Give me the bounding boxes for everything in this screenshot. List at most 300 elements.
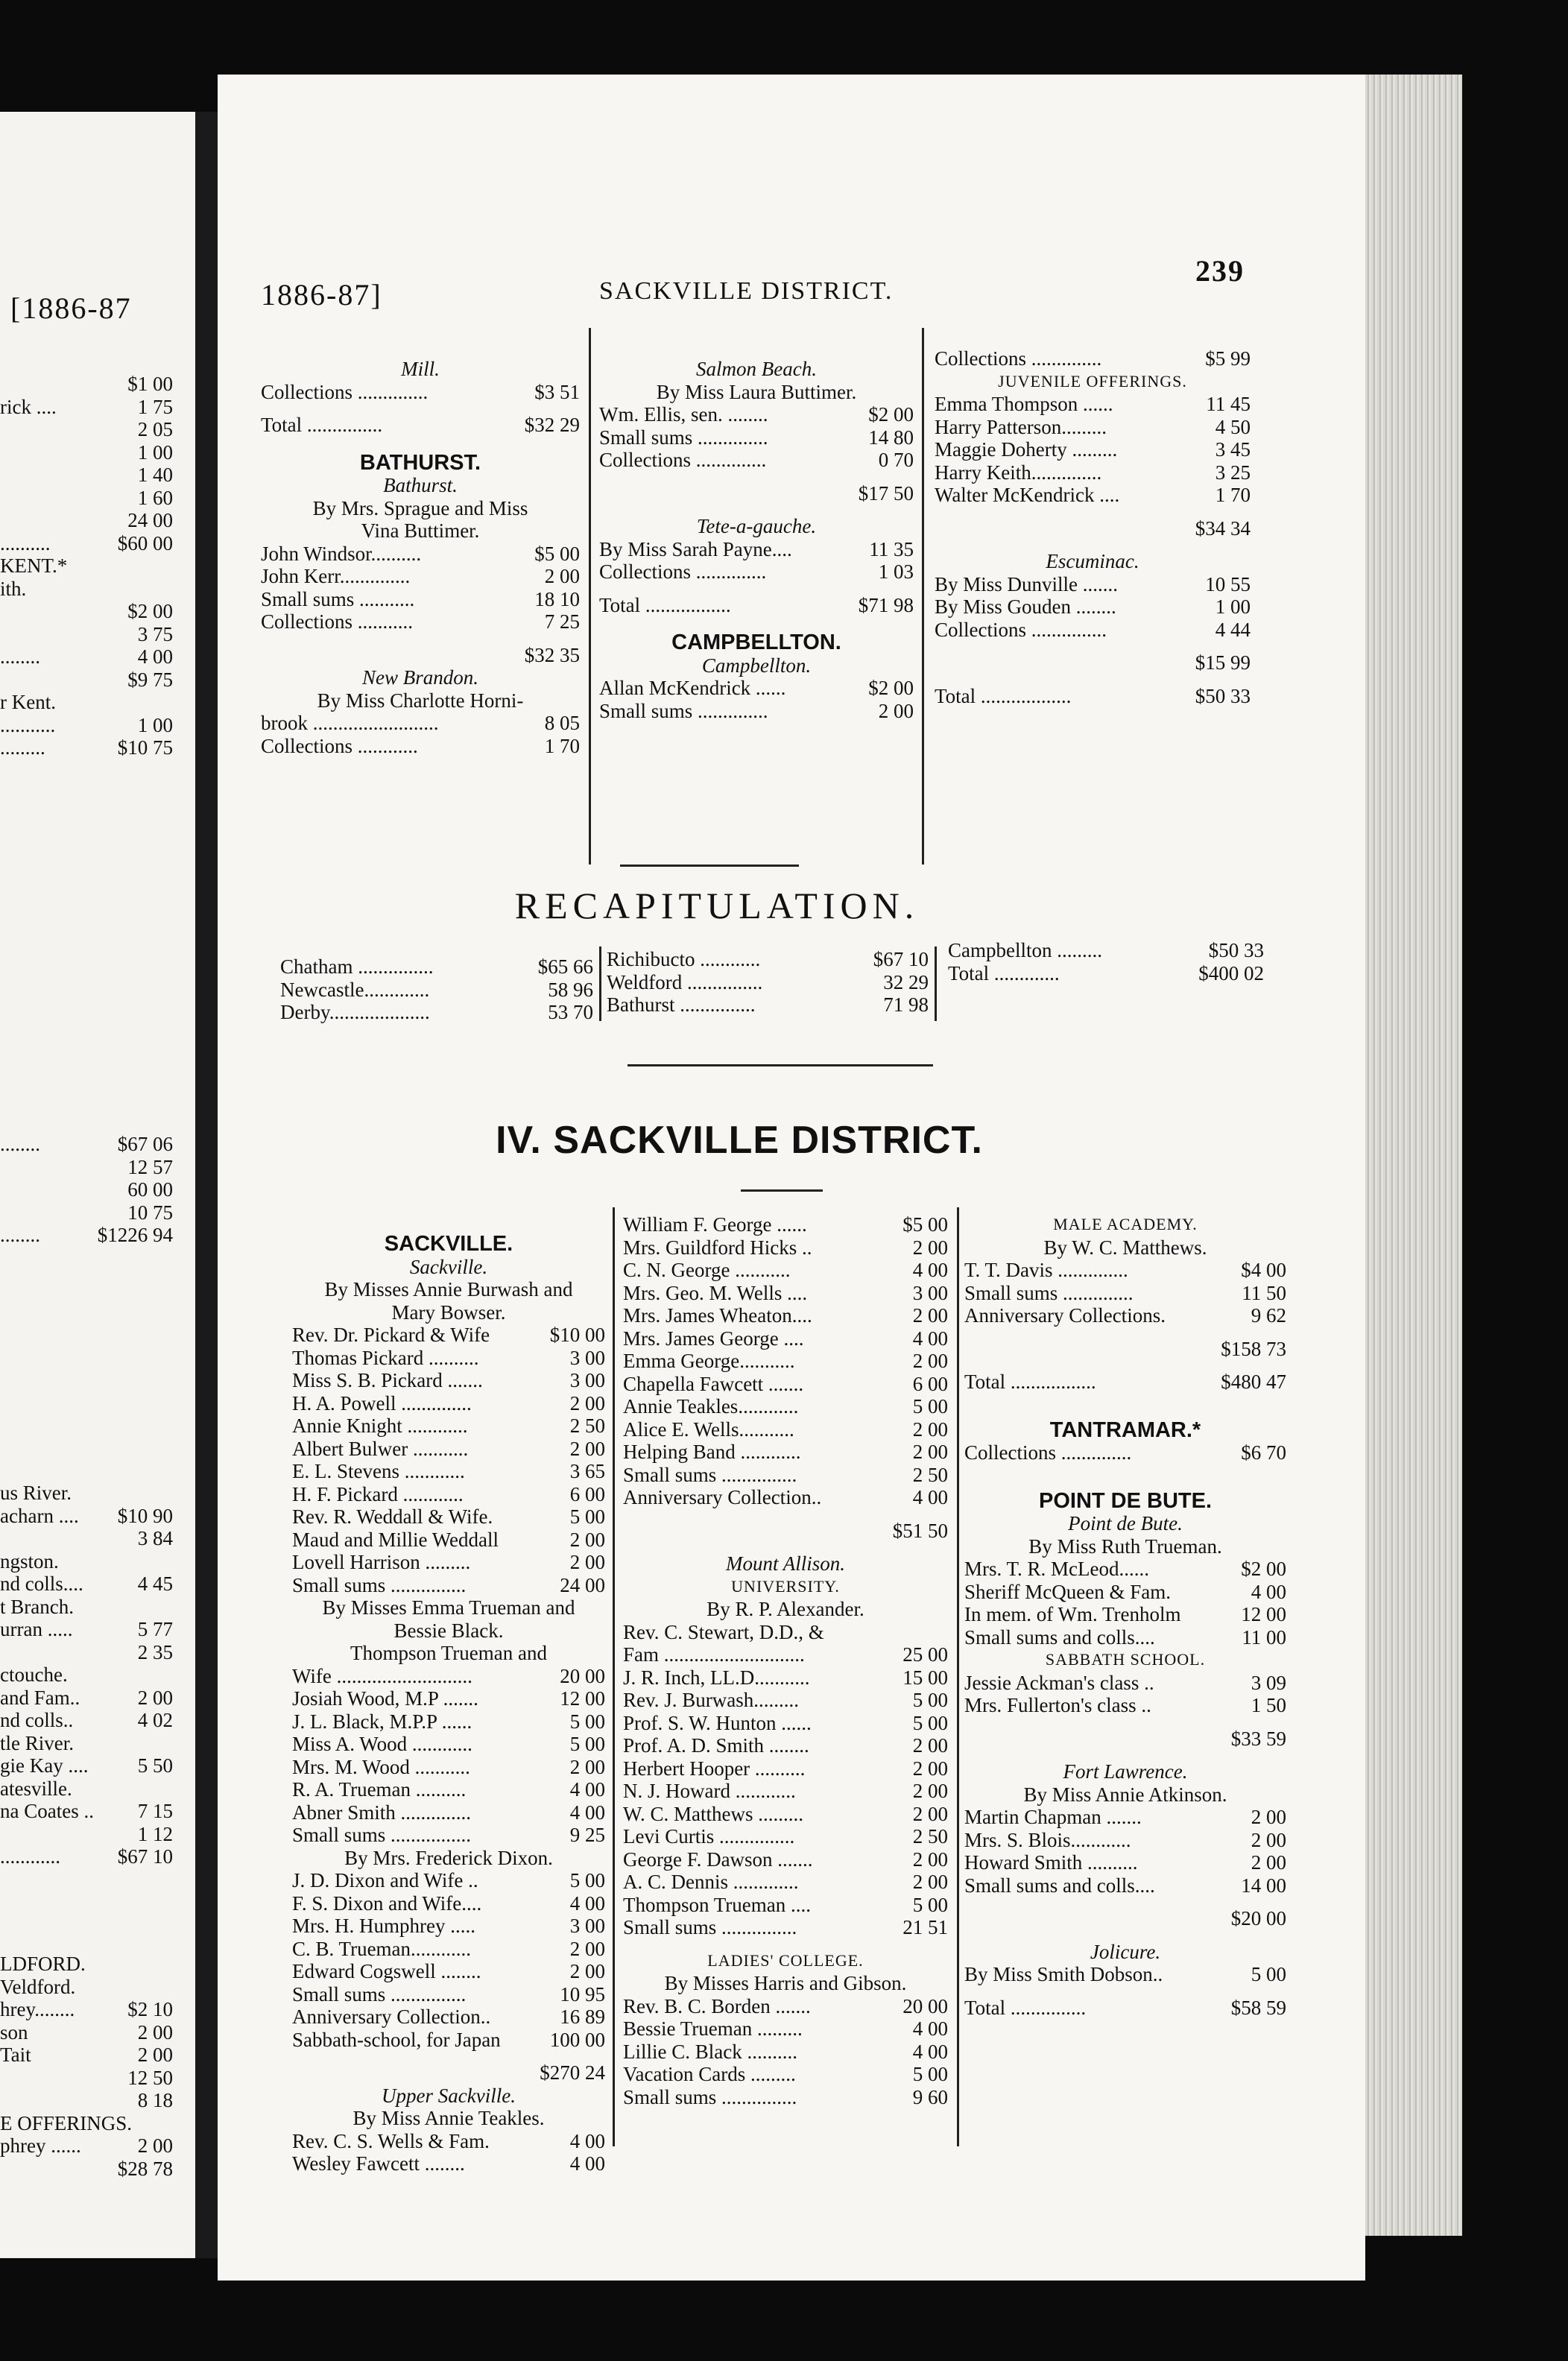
entry-name: Wife ........................... xyxy=(292,1664,472,1687)
entry-row xyxy=(0,441,173,464)
entry-name: Collections ............ xyxy=(261,734,418,757)
entry-amount: 2 00 xyxy=(569,1437,605,1460)
entry-name: Mrs. S. Blois............ xyxy=(964,1828,1131,1851)
entry-name: atesville. xyxy=(0,1777,72,1800)
page-number: 239 xyxy=(1195,254,1245,288)
entry-row xyxy=(623,2041,948,2064)
entry-row xyxy=(0,1800,173,1823)
entry-amount: $20 00 xyxy=(1230,1907,1286,1929)
bottom-column-3 xyxy=(964,1213,1286,2019)
entry-amount: 2 00 xyxy=(912,1441,948,1463)
entry-row xyxy=(0,623,173,646)
entry-name: Miss A. Wood ............ xyxy=(292,1733,472,1755)
entry-row xyxy=(292,2006,605,2029)
entry-row xyxy=(0,1709,173,1732)
entry-amount: 14 80 xyxy=(868,426,914,449)
entry-amount: $3 51 xyxy=(534,380,580,403)
entry-row xyxy=(0,1754,173,1777)
entry-name: Josiah Wood, M.P ....... xyxy=(292,1687,478,1710)
entry-amount: $65 66 xyxy=(537,955,593,978)
entry-name: Small sums ................ xyxy=(292,1824,472,1846)
spacer xyxy=(261,633,580,644)
entry-row xyxy=(292,1710,605,1733)
right-page xyxy=(218,75,1365,2281)
entry-row xyxy=(964,1603,1286,1626)
entry-name: Prof. A. D. Smith ........ xyxy=(623,1734,809,1757)
entry-amount: 4 00 xyxy=(912,2017,948,2040)
entry-amount: 4 00 xyxy=(569,2152,605,2175)
entry-name: ........ xyxy=(0,1133,40,1155)
place-name: Campbellton. xyxy=(701,654,812,677)
circuit-heading: TANTRAMAR.* xyxy=(1049,1417,1201,1442)
entry-name: Weldford ............... xyxy=(607,970,763,993)
entry-row xyxy=(0,1845,173,1868)
entry-row xyxy=(0,1953,173,1976)
spacer xyxy=(964,1750,1286,1760)
entry-amount: 53 70 xyxy=(548,1001,593,1023)
entry-amount: 10 75 xyxy=(127,1201,173,1224)
entry-name: Vacation Cards ......... xyxy=(623,2063,796,2085)
entry-name: Small sums and colls.... xyxy=(964,1625,1155,1649)
entry-amount: 24 00 xyxy=(560,1573,605,1596)
entry-row xyxy=(292,1460,605,1483)
page-edges xyxy=(1365,75,1462,2236)
entry-name: Rev. J. Burwash......... xyxy=(623,1689,799,1711)
entry-name: Thomas Pickard .......... xyxy=(292,1346,479,1369)
entry-name: Small sums ............... xyxy=(292,1982,467,2006)
entry-amount: 4 00 xyxy=(912,2040,948,2063)
spacer xyxy=(964,1464,1286,1475)
entry-name: Small sums ............... xyxy=(292,1573,467,1596)
entry-row xyxy=(948,939,1264,962)
spacer xyxy=(964,1360,1286,1371)
entry-row xyxy=(623,1418,948,1441)
entry-row xyxy=(623,1373,948,1396)
entry-row xyxy=(935,651,1251,674)
entry-row xyxy=(0,1505,173,1528)
spacer xyxy=(964,1717,1286,1728)
entry-row xyxy=(935,517,1251,540)
place-name: Salmon Beach. xyxy=(696,358,817,380)
entry-name: Bessie Trueman ......... xyxy=(623,2017,803,2040)
entry-name: Mrs. T. R. McLeod...... xyxy=(964,1558,1149,1580)
entry-amount: $60 00 xyxy=(117,531,173,554)
entry-name: Maud and Millie Weddall xyxy=(292,1528,499,1551)
section-title: IV. SACKVILLE DISTRICT. xyxy=(496,1119,983,1162)
entry-name: Annie Knight ............ xyxy=(292,1415,468,1437)
place-name: Mount Allison. xyxy=(725,1552,845,1575)
entry-name: .......... xyxy=(0,531,51,554)
entry-row xyxy=(292,1483,605,1506)
entry-amount: 2 00 xyxy=(912,1802,948,1825)
entry-name: C. B. Trueman............ xyxy=(292,1937,472,1960)
entry-amount: 4 00 xyxy=(569,2129,605,2152)
entry-amount: $2 00 xyxy=(868,677,914,699)
entry-row xyxy=(964,1259,1286,1282)
collector-line: By Miss Annie Atkinson. xyxy=(1023,1783,1227,1806)
entry-row xyxy=(599,594,914,617)
column-divider xyxy=(613,1207,615,2146)
entry-name: Collections .............. xyxy=(599,449,767,471)
entry-name: Harry Keith.............. xyxy=(935,461,1102,484)
entry-name: ............ xyxy=(0,1845,60,1868)
entry-row xyxy=(0,509,173,532)
entry-name: ........ xyxy=(0,645,40,668)
entry-amount: 2 00 xyxy=(569,1391,605,1415)
entry-name: Collections ............... xyxy=(935,618,1107,641)
entry-amount: 1 50 xyxy=(1251,1694,1286,1716)
entry-amount: $400 02 xyxy=(1198,961,1264,984)
entry-name: F. S. Dixon and Wife.... xyxy=(292,1891,482,1915)
entry-name: C. N. George ........... xyxy=(623,1259,791,1281)
entry-row xyxy=(623,1689,948,1712)
entry-amount: 11 50 xyxy=(1242,1281,1286,1304)
entry-name: rick .... xyxy=(0,395,57,418)
entry-name: Tait xyxy=(0,2044,31,2066)
entry-row xyxy=(599,482,914,505)
collector-line: By W. C. Matthews. xyxy=(1043,1236,1207,1259)
recapitulation-title: RECAPITULATION. xyxy=(514,885,920,926)
entry-row xyxy=(935,484,1251,507)
entry-row xyxy=(623,1486,948,1509)
entry-amount: 1 75 xyxy=(137,395,173,418)
entry-amount: 4 45 xyxy=(137,1573,173,1595)
entry-row xyxy=(0,2158,173,2181)
entry-amount: 5 00 xyxy=(569,1710,605,1733)
entry-amount: 1 12 xyxy=(137,1822,173,1845)
entry-amount: $50 33 xyxy=(1195,684,1251,707)
entry-row xyxy=(0,1550,173,1573)
entry-name: By Miss Smith Dobson.. xyxy=(964,1963,1163,1985)
entry-row xyxy=(261,381,580,404)
entry-row xyxy=(623,1666,948,1690)
section-label: LADIES' COLLEGE. xyxy=(707,1950,864,1970)
entry-name: tle River. xyxy=(0,1731,74,1754)
entry-amount: 2 00 xyxy=(912,1304,948,1327)
entry-row xyxy=(964,1874,1286,1897)
entry-amount: $32 29 xyxy=(524,414,580,436)
entry-name: Rev. B. C. Borden ....... xyxy=(623,1994,811,2017)
entry-amount: $5 99 xyxy=(1205,347,1251,370)
entry-name: son xyxy=(0,2020,28,2044)
entry-amount: 1 03 xyxy=(878,560,914,583)
entry-row xyxy=(623,2063,948,2086)
entry-amount: 2 50 xyxy=(912,1825,948,1848)
entry-name: Maggie Doherty ......... xyxy=(935,438,1118,461)
entry-row xyxy=(623,1441,948,1464)
entry-name: Harry Patterson......... xyxy=(935,415,1107,438)
entry-row xyxy=(0,1133,173,1156)
entry-row xyxy=(292,1960,605,1983)
entry-amount: 1 00 xyxy=(1215,595,1251,618)
entry-row xyxy=(964,1963,1286,1986)
entry-amount: 21 51 xyxy=(902,1916,948,1938)
entry-name: Collections .............. xyxy=(261,380,429,403)
entry-row xyxy=(292,1574,605,1597)
column-divider xyxy=(599,946,601,1021)
entry-name: phrey ...... xyxy=(0,2134,81,2157)
entry-name: Collections .............. xyxy=(935,347,1102,370)
entry-name: Total .................. xyxy=(935,684,1072,707)
entry-name: Wesley Fawcett ........ xyxy=(292,2152,465,2175)
entry-row xyxy=(292,1369,605,1392)
entry-name: John Windsor.......... xyxy=(261,542,422,565)
spacer xyxy=(964,1986,1286,1997)
entry-amount: 20 00 xyxy=(902,1994,948,2017)
entry-row xyxy=(292,1824,605,1847)
entry-row xyxy=(0,1663,173,1687)
entry-name: Small sums ............... xyxy=(623,2085,797,2108)
entry-amount: $10 00 xyxy=(549,1324,605,1346)
entry-row xyxy=(292,1347,605,1370)
entry-row xyxy=(0,691,173,714)
entry-amount: 3 00 xyxy=(912,1281,948,1304)
entry-name: KENT.* xyxy=(0,554,68,577)
entry-amount: 2 00 xyxy=(912,1417,948,1441)
entry-row xyxy=(292,1938,605,1961)
entry-row xyxy=(0,2112,173,2135)
entry-row xyxy=(964,1304,1286,1327)
entry-name: LDFORD. xyxy=(0,1953,86,1975)
entry-amount: 4 02 xyxy=(137,1709,173,1731)
entry-row xyxy=(0,1687,173,1710)
entry-row xyxy=(292,1392,605,1415)
entry-row xyxy=(623,1350,948,1373)
entry-amount: 71 98 xyxy=(883,993,929,1016)
entry-name: Collections .............. xyxy=(599,560,767,583)
entry-row xyxy=(623,2017,948,2041)
entry-row xyxy=(599,538,914,561)
entry-amount: 9 62 xyxy=(1251,1304,1286,1327)
entry-row xyxy=(280,1001,593,1024)
entry-row xyxy=(261,588,580,611)
entry-amount: 16 89 xyxy=(560,2006,605,2028)
entry-row xyxy=(0,487,173,510)
entry-name: In mem. of Wm. Trenholm xyxy=(964,1603,1181,1625)
entry-name: ......... xyxy=(0,736,45,759)
entry-name: By Miss Dunville ....... xyxy=(935,572,1119,595)
spacer xyxy=(292,2051,605,2061)
entry-amount: 10 55 xyxy=(1205,572,1251,595)
spacer xyxy=(599,472,914,482)
entry-row xyxy=(964,1997,1286,2020)
entry-name: Emma Thompson ...... xyxy=(935,393,1113,415)
entry-amount: $10 90 xyxy=(117,1504,173,1527)
entry-row xyxy=(964,1282,1286,1305)
entry-name: Total ............... xyxy=(261,414,383,436)
entry-row xyxy=(623,1712,948,1735)
entry-amount: 8 18 xyxy=(137,2089,173,2111)
entry-row xyxy=(292,1983,605,2006)
entry-amount: 2 00 xyxy=(569,1755,605,1778)
entry-name: J. R. Inch, LL.D........... xyxy=(623,1666,810,1689)
spacer xyxy=(599,505,914,515)
recap-column-1 xyxy=(280,955,593,1024)
entry-name: Small sums .............. xyxy=(599,426,768,449)
entry-amount: $1 00 xyxy=(127,373,173,395)
entry-amount: $50 33 xyxy=(1208,939,1264,961)
entry-row xyxy=(935,461,1251,484)
entry-amount: $67 10 xyxy=(117,1845,173,1868)
entry-amount: 5 50 xyxy=(137,1754,173,1777)
entry-row xyxy=(623,1825,948,1848)
spacer xyxy=(935,674,1251,685)
circuit-heading: BATHURST. xyxy=(359,450,481,475)
entry-name: Allan McKendrick ...... xyxy=(599,677,786,699)
entry-row xyxy=(261,712,580,735)
entry-amount: 14 00 xyxy=(1241,1874,1286,1897)
entry-amount: $9 75 xyxy=(127,668,173,691)
entry-amount: 9 25 xyxy=(569,1824,605,1846)
section-label: JUVENILE OFFERINGS. xyxy=(998,371,1187,391)
left-column-1 xyxy=(0,373,173,759)
entry-row xyxy=(935,438,1251,461)
entry-row xyxy=(0,714,173,737)
entry-row xyxy=(0,600,173,623)
entry-row xyxy=(0,1178,173,1201)
entry-amount: 3 45 xyxy=(1215,438,1251,461)
entry-row xyxy=(623,1757,948,1780)
entry-row xyxy=(292,1505,605,1529)
entry-row xyxy=(623,1734,948,1757)
collector-line: By Mrs. Sprague and Miss xyxy=(312,496,528,519)
entry-amount: 2 00 xyxy=(1251,1806,1286,1828)
entry-row xyxy=(0,1201,173,1224)
entry-amount: 2 00 xyxy=(912,1848,948,1871)
entry-row xyxy=(0,2021,173,2044)
place-name: Mill. xyxy=(401,358,440,380)
entry-name: Wm. Ellis, sen. ........ xyxy=(599,403,768,426)
left-column-2 xyxy=(0,1133,173,1247)
entry-name: E OFFERINGS. xyxy=(0,2111,133,2134)
entry-row xyxy=(0,669,173,692)
collector-line: By Miss Annie Teakles. xyxy=(353,2107,545,2129)
entry-name: Miss S. B. Pickard ....... xyxy=(292,1369,483,1391)
entry-amount: 4 44 xyxy=(1215,618,1251,641)
entry-amount: $6 70 xyxy=(1241,1441,1286,1464)
entry-amount: 6 00 xyxy=(912,1372,948,1395)
entry-amount: 5 00 xyxy=(912,1711,948,1734)
entry-name: Lovell Harrison ......... xyxy=(292,1551,471,1573)
entry-name: William F. George ...... xyxy=(623,1213,807,1236)
entry-row xyxy=(280,979,593,1002)
spacer xyxy=(935,540,1251,550)
collector-line: By Misses Annie Burwash and xyxy=(324,1278,573,1300)
entry-name: ctouche. xyxy=(0,1663,68,1686)
entry-name: By Miss Gouden ........ xyxy=(935,595,1116,618)
entry-amount: 5 00 xyxy=(912,1689,948,1711)
entry-name: Anniversary Collections. xyxy=(964,1304,1166,1327)
entry-name: nd colls.... xyxy=(0,1573,83,1595)
entry-amount: $17 50 xyxy=(858,481,914,505)
entry-name: nd colls.. xyxy=(0,1709,74,1731)
entry-row xyxy=(623,1304,948,1327)
entry-amount: 9 60 xyxy=(912,2085,948,2108)
entry-name: Mrs. James Wheaton.... xyxy=(623,1304,812,1327)
spacer xyxy=(261,403,580,414)
entry-amount: $15 99 xyxy=(1195,651,1251,674)
entry-row xyxy=(292,1438,605,1461)
entry-amount: 2 00 xyxy=(137,2020,173,2044)
circuit-heading: POINT DE BUTE. xyxy=(1038,1488,1212,1513)
entry-amount: 20 00 xyxy=(560,1664,605,1687)
entry-amount: 3 00 xyxy=(569,1346,605,1369)
entry-amount: 32 29 xyxy=(883,970,929,993)
entry-amount: 1 00 xyxy=(137,440,173,464)
entry-amount: 5 00 xyxy=(912,1395,948,1417)
entry-name: acharn .... xyxy=(0,1504,79,1527)
collector-line: By Misses Emma Trueman and xyxy=(322,1596,575,1619)
entry-row xyxy=(964,1907,1286,1930)
entry-name: Rev. R. Weddall & Wife. xyxy=(292,1505,493,1528)
entry-name: ........... xyxy=(0,713,56,736)
top-column-2 xyxy=(599,358,914,722)
entry-amount: $58 59 xyxy=(1230,1996,1286,2019)
entry-amount: $158 73 xyxy=(1221,1337,1286,1360)
place-name: New Brandon. xyxy=(361,666,478,689)
entry-row xyxy=(0,1618,173,1641)
entry-amount: 4 00 xyxy=(569,1778,605,1801)
spacer xyxy=(935,507,1251,517)
collector-line: Vina Buttimer. xyxy=(361,519,480,542)
entry-row xyxy=(0,1527,173,1550)
entry-row xyxy=(0,373,173,396)
collector-line: By Miss Laura Buttimer. xyxy=(656,380,857,403)
running-header-year: 1886-87] xyxy=(261,278,382,312)
entry-name: Small sums ............... xyxy=(623,1916,797,1938)
entry-name: Mrs. M. Wood ........... xyxy=(292,1755,470,1778)
entry-amount: 58 96 xyxy=(548,978,593,1001)
entry-amount: 2 00 xyxy=(912,1757,948,1780)
collector-line: By Miss Ruth Trueman. xyxy=(1028,1535,1222,1558)
section-label: SABBATH SCHOOL. xyxy=(1045,1650,1206,1669)
entry-name: Total ............. xyxy=(948,961,1060,984)
entry-row xyxy=(261,565,580,588)
spacer xyxy=(599,616,914,627)
collector-line: Mary Bowser. xyxy=(391,1300,506,1324)
spacer xyxy=(599,584,914,594)
entry-row xyxy=(964,1851,1286,1874)
entry-name: Sheriff McQueen & Fam. xyxy=(964,1580,1171,1603)
entry-amount: 11 00 xyxy=(1242,1625,1286,1649)
top-column-3 xyxy=(935,347,1251,707)
entry-amount: 3 09 xyxy=(1251,1671,1286,1694)
entry-amount: 2 05 xyxy=(137,418,173,440)
divider-rule xyxy=(620,865,799,867)
entry-name: By Miss Sarah Payne.... xyxy=(599,537,792,560)
entry-name: Thompson Trueman .... xyxy=(623,1893,812,1916)
entry-row xyxy=(0,1482,173,1505)
recap-column-2 xyxy=(607,948,929,1017)
entry-amount: 2 00 xyxy=(912,1734,948,1757)
entry-row xyxy=(0,1732,173,1755)
spacer xyxy=(623,1542,948,1552)
entry-row xyxy=(964,1338,1286,1361)
entry-amount: 4 00 xyxy=(912,1327,948,1350)
entry-name: Mrs. Guildford Hicks .. xyxy=(623,1236,812,1259)
entry-row xyxy=(964,1694,1286,1717)
spacer xyxy=(964,1475,1286,1485)
entry-amount: 3 25 xyxy=(1215,461,1251,484)
entry-amount: 4 00 xyxy=(569,1801,605,1824)
entry-name: brook ......................... xyxy=(261,712,439,734)
spacer xyxy=(964,1930,1286,1941)
entry-row xyxy=(964,1581,1286,1604)
entry-name: Rev. C. Stewart, D.D., & xyxy=(623,1620,824,1643)
entry-row xyxy=(0,1976,173,1999)
column-divider xyxy=(589,328,591,865)
entry-row xyxy=(599,700,914,723)
